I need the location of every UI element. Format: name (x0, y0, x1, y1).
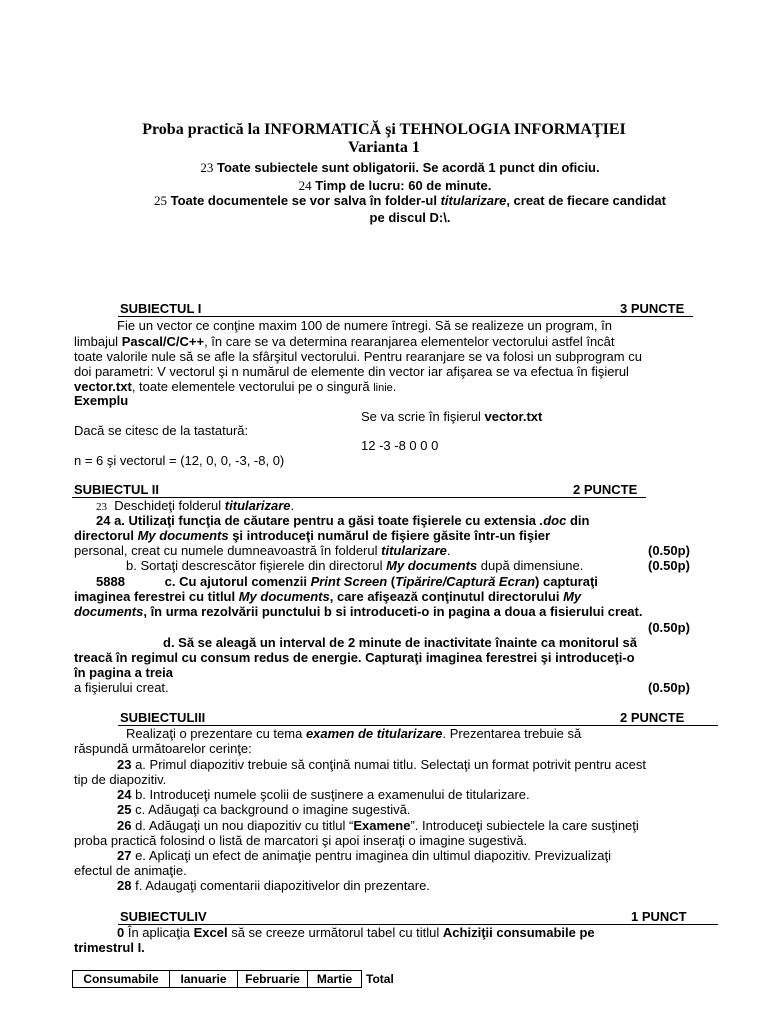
s2-points: 2 PUNCTE (573, 482, 638, 497)
s1-text-3: toate valorile nule să se afle la sfârşitul vectorului. Pentru rearanjare se va folosi un subprogram cu (74, 349, 642, 364)
s4-points: 1 PUNCT (631, 909, 687, 924)
s2-points-d: (0.50p) (648, 680, 690, 695)
table-header-cell: Ianuarie (170, 971, 238, 988)
s1-heading: SUBIECTUL I (120, 301, 202, 316)
s1-read-label: Dacă se citesc de la tastatură: (74, 423, 249, 438)
s3-intro: Realizaţi o prezentare cu tema examen de titularizare. Prezentarea trebuie să (126, 726, 582, 741)
s4-line-1: 0 În aplicaţia Excel să se creeze următorul tabel cu titlul Achiziţii consumabile pe (117, 925, 595, 940)
s2-points-c: (0.50p) (648, 620, 690, 635)
s2-line-5: b. Sortaţi descrescător fişierele din directorul My documents după dimensiune. (126, 558, 584, 573)
s2-line-13: a fişierului creat. (74, 680, 169, 695)
s2-line-11: treacă în regimul cu consum redus de energie. Capturaţi imaginea ferestrei şi introduceţi-o (74, 650, 635, 665)
s1-example-label: Exemplu (74, 393, 129, 408)
s3-points: 2 PUNCTE (620, 710, 685, 725)
s1-text-4: doi parametri: V vectorul şi n numărul de elemente din vector iar afişarea se va efectua în fişierul (74, 364, 629, 379)
s1-text-1: Fie un vector ce conţine maxim 100 de numere întregi. Să se realizeze un program, în (117, 318, 612, 333)
table-header-cell: Consumabile (73, 971, 170, 988)
s2-line-6: 5888 c. Cu ajutorul comenzii Print Screen (Tipărire/Captură Ecran) capturaţi (96, 574, 598, 589)
instruction-2: 24 Timp de lucru: 60 de minute. (298, 178, 492, 193)
s4-line-2: trimestrul I. (74, 940, 145, 955)
s2-line-2: 24 a. Utilizaţi funcţia de căutare pentru a găsi toate fişierele cu extensia .doc din (96, 513, 590, 528)
s2-line-10: d. Să se aleagă un interval de 2 minute de inactivitate înainte ca monitorul să (163, 635, 637, 650)
s3-item-b: 24 b. Introduceţi numele şcolii de susţinere a examenului de titularizare. (117, 787, 530, 802)
table-header-cell: Februarie (238, 971, 308, 988)
table-header-cell: Total (366, 972, 394, 986)
s2-line-12: în pagina a treia (74, 665, 173, 680)
s2-line-4: personal, creat cu numele dumneavoastră în folderul titularizare. (74, 543, 451, 558)
s3-heading: SUBIECTULIII (120, 710, 206, 725)
variant-label: Varianta 1 (348, 139, 420, 156)
s4-heading: SUBIECTULIV (120, 909, 207, 924)
consumables-table (72, 970, 406, 988)
s2-points-a: (0.50p) (648, 543, 690, 558)
s1-rule (118, 316, 693, 317)
s2-line-3: directorul My documents şi introduceţi numărul de fişiere găsite într-un fişier (74, 528, 551, 543)
table-header-cell: Martie (308, 971, 362, 988)
s1-input-values: n = 6 şi vectorul = (12, 0, 0, -3, -8, 0) (74, 453, 285, 468)
s2-points-b: (0.50p) (648, 558, 690, 573)
s3-item-a-cont: tip de diapozitiv. (74, 772, 167, 787)
s1-write-label: Se va scrie în fişierul vector.txt (361, 409, 543, 424)
page-title: Proba practică la INFORMATICĂ şi TEHNOLOGIA INFORMAŢIEI (142, 121, 626, 138)
s3-intro-2: răspundă următoarelor cerinţe: (74, 741, 252, 756)
s1-text-5: vector.txt, toate elementele vectorului pe o singură linie. (74, 379, 397, 394)
s2-heading: SUBIECTUL II (74, 482, 159, 497)
s2-line-1: 23 Deschideţi folderul titularizare. (96, 498, 295, 513)
table-header-row (73, 971, 407, 988)
s3-item-e-cont: efectul de animaţie. (74, 863, 187, 878)
s1-points: 3 PUNCTE (620, 301, 685, 316)
s1-text-2: limbajul Pascal/C/C++, în care se va determina rearanjarea elementelor vectorului astfel încât (74, 334, 615, 349)
s1-output-values: 12 -3 -8 0 0 0 (361, 438, 439, 453)
s3-item-d: 26 d. Adăugaţi un nou diapozitiv cu titlul “Examene”. Introduceţi subiectele la care susţineţi (117, 818, 639, 833)
s3-item-e: 27 e. Aplicaţi un efect de animaţie pentru imaginea din ultimul diapozitiv. Previzualizaţi (117, 848, 612, 863)
s2-line-7: imaginea ferestrei cu titlul My documents, care afişează conţinutul directorului My (74, 589, 582, 604)
s3-item-c: 25 c. Adăugaţi ca background o imagine sugestivă. (117, 802, 411, 817)
instruction-3: 25 Toate documentele se vor salva în folder-ul titularizare, creat de fiecare candidat (153, 193, 666, 208)
s3-item-f: 28 f. Adaugaţi comentarii diapozitivelor din prezentare. (117, 878, 430, 893)
instruction-3-cont: pe discul D:\. (369, 210, 451, 225)
s3-item-a: 23 a. Primul diapozitiv trebuie să conţină numai titlu. Selectaţi un format potrivit pentru acest (117, 757, 646, 772)
s2-line-8: documents, în urma rezolvării punctului b si introduceti-o in pagina a doua a fisierului creat. (74, 604, 643, 619)
instruction-1: 23 Toate subiectele sunt obligatorii. Se acordă 1 punct din oficiu. (200, 160, 600, 175)
s3-item-d-cont: proba practică folosind o listă de marcatori şi apoi inseraţi o imagine sugestivă. (74, 833, 528, 848)
